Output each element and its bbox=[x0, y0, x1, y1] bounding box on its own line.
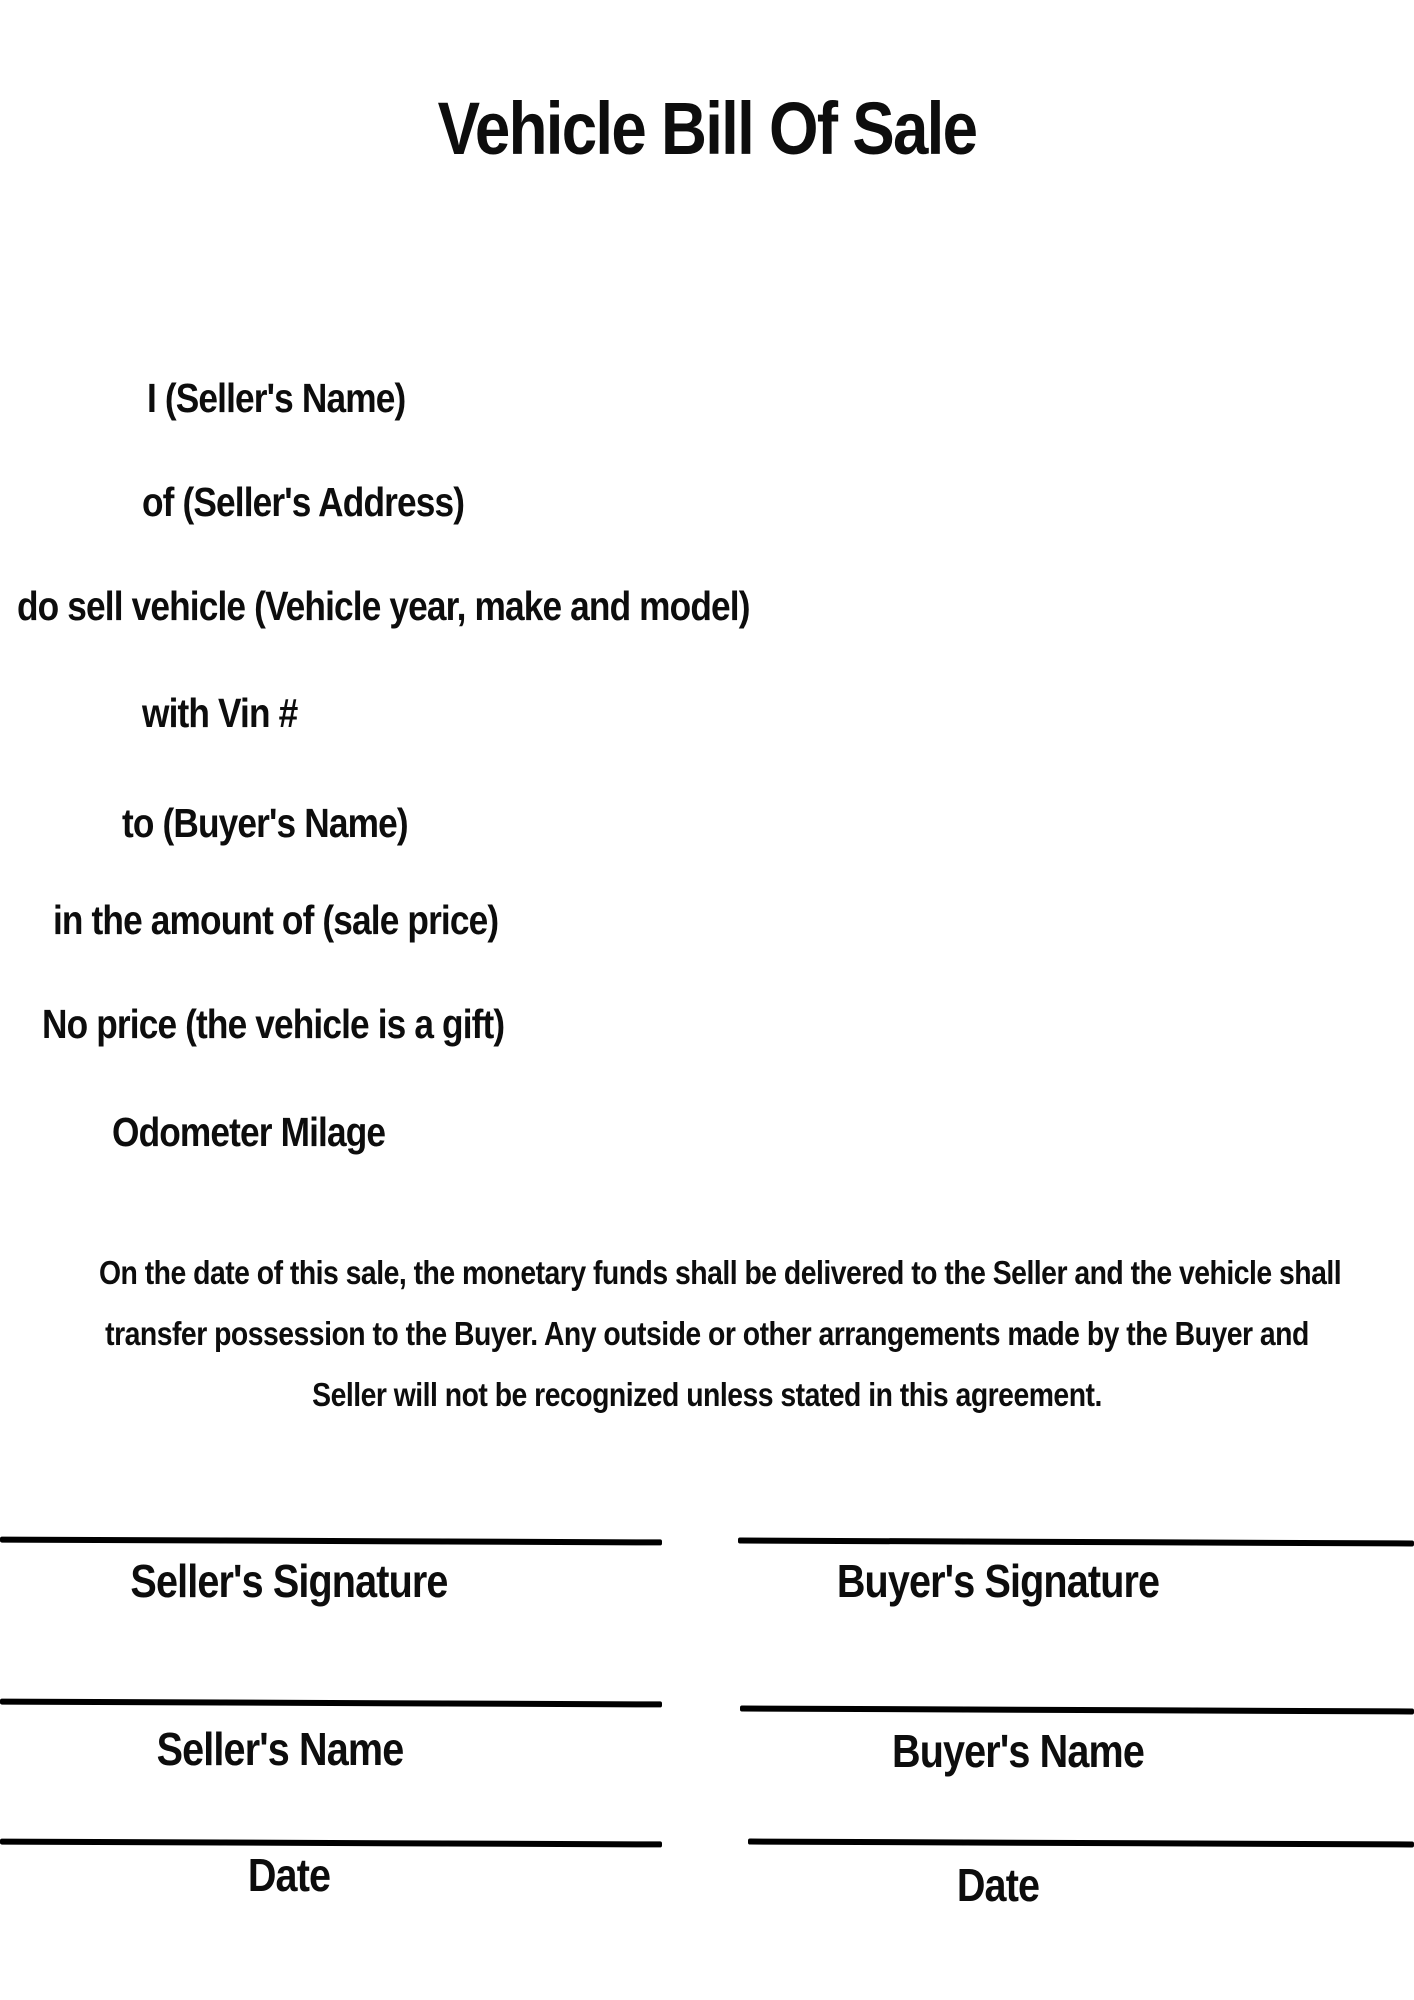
buyer-name-line bbox=[740, 1706, 1414, 1715]
seller-name-label: Seller's Name bbox=[156, 1723, 404, 1775]
clause-line-3: Seller will not be recognized unless stated in this agreement. bbox=[312, 1376, 1102, 1413]
buyer-name-label: Buyer's Name bbox=[892, 1725, 1144, 1777]
seller-signature-line bbox=[0, 1537, 662, 1546]
document-title: Vehicle Bill Of Sale bbox=[437, 87, 977, 170]
field-seller-name: I (Seller's Name) bbox=[147, 375, 406, 421]
seller-date-label: Date bbox=[247, 1849, 331, 1901]
field-sale-price: in the amount of (sale price) bbox=[53, 897, 499, 943]
buyer-signature-line bbox=[738, 1538, 1414, 1547]
field-vehicle-description: do sell vehicle (Vehicle year, make and model) bbox=[17, 583, 750, 629]
buyer-date-label: Date bbox=[956, 1859, 1040, 1911]
seller-name-line bbox=[0, 1699, 662, 1708]
clause-line-2: transfer possession to the Buyer. Any outside or other arrangements made by the Buyer and bbox=[105, 1315, 1309, 1352]
field-seller-address: of (Seller's Address) bbox=[142, 479, 465, 525]
buyer-signature-label: Buyer's Signature bbox=[836, 1555, 1160, 1607]
agreement-clause bbox=[98, 1242, 1342, 1425]
field-odometer: Odometer Milage bbox=[112, 1109, 386, 1155]
field-gift: No price (the vehicle is a gift) bbox=[42, 1001, 505, 1047]
buyer-date-line bbox=[748, 1839, 1414, 1848]
seller-date-line bbox=[0, 1839, 662, 1848]
seller-signature-label: Seller's Signature bbox=[130, 1555, 448, 1607]
field-buyer-name: to (Buyer's Name) bbox=[122, 800, 408, 846]
field-vin: with Vin # bbox=[142, 690, 298, 736]
clause-line-1: On the date of this sale, the monetary funds shall be delivered to the Seller and the vehicle shall bbox=[98, 1254, 1342, 1291]
